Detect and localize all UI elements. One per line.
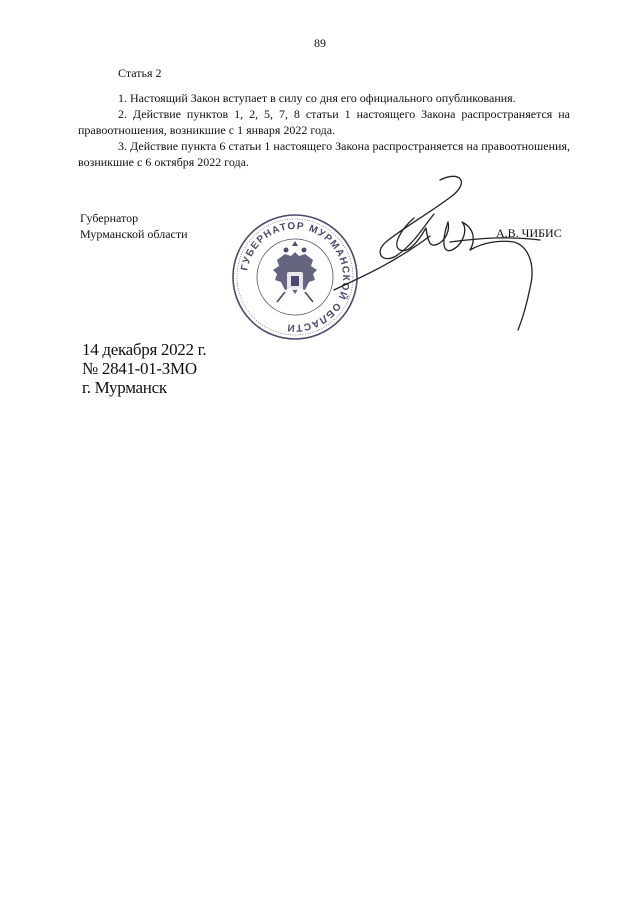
governor-position: [80, 210, 188, 242]
eagle-emblem-icon: [273, 241, 317, 302]
document-footer: [82, 340, 206, 397]
clauses-list: [78, 90, 570, 170]
page-number: 89: [314, 36, 326, 50]
governor-position-line1: Губернатор: [80, 211, 139, 225]
governor-name: А.В. ЧИБИС: [496, 226, 562, 240]
clause-1: 1. Настоящий Закон вступает в силу со дня его официального опубликования.: [118, 91, 516, 105]
clause-3: 3. Действие пункта 6 статьи 1 настоящего Закона распространяется на правоотношения, возникшие с 6 октября 2022 года.: [78, 139, 570, 169]
governor-position-line2: Мурманской области: [80, 227, 188, 241]
seal-text: ГУБЕРНАТОР МУРМАНСКОЙ ОБЛАСТИ: [239, 220, 352, 334]
signature-icon: [330, 170, 560, 340]
clause-2: 2. Действие пунктов 1, 2, 5, 7, 8 статьи 1 настоящего Закона распространяется на правоотношения, возникшие с 1 января 2022 года.: [78, 107, 570, 137]
document-city: г. Мурманск: [82, 378, 167, 397]
document-date: 14 декабря 2022 г.: [82, 340, 207, 359]
article-title: Статья 2: [118, 66, 162, 80]
document-number: № 2841-01-ЗМО: [82, 359, 197, 378]
